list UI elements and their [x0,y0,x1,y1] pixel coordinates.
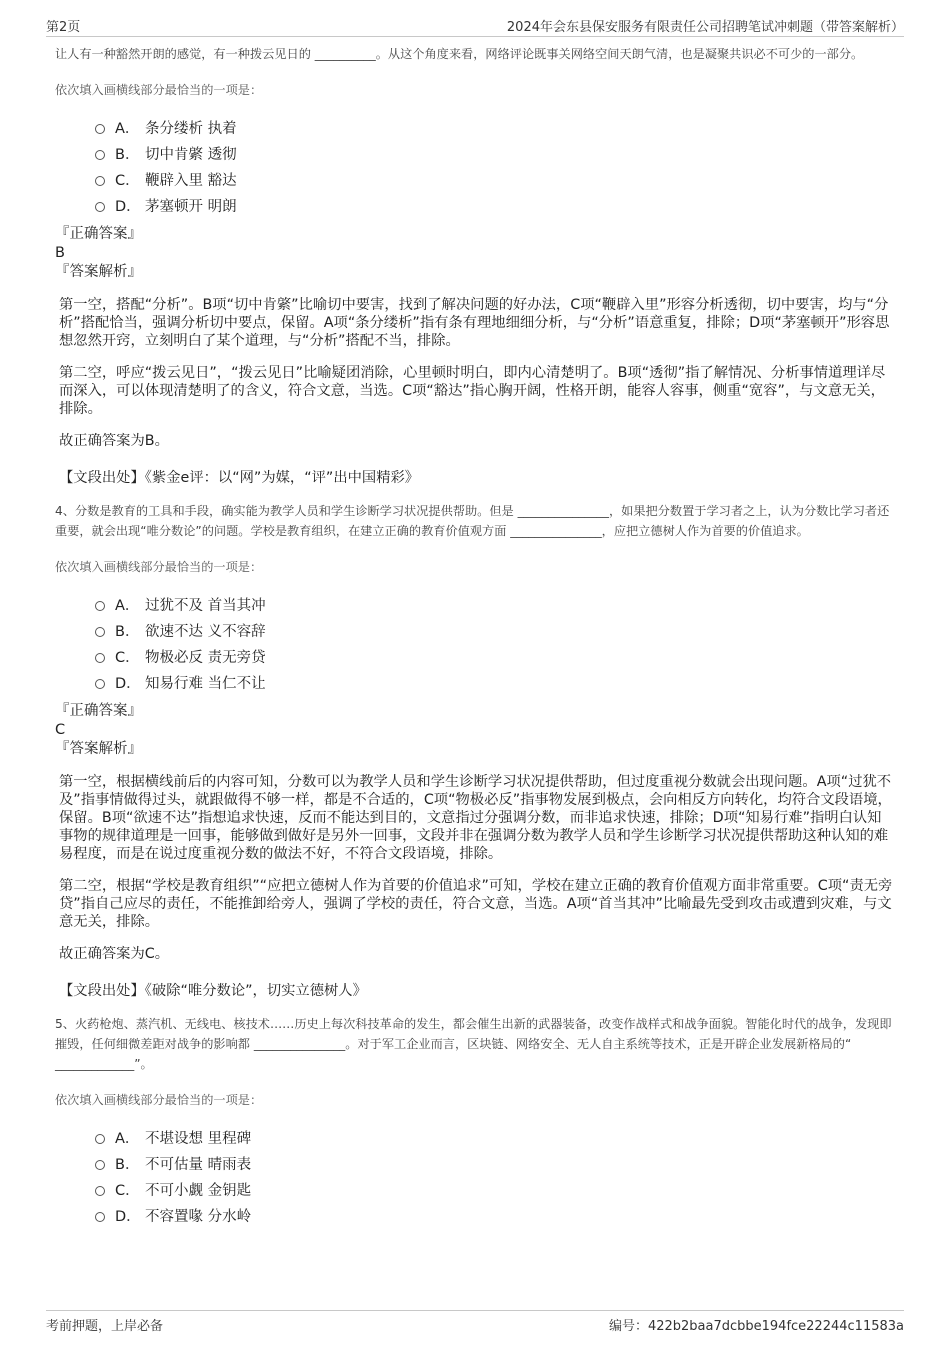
page-header [46,14,904,37]
option-a[interactable] [95,1124,895,1150]
question-instruction: 依次填入画横线部分最恰当的一项是： [55,1093,263,1107]
option-text: 知易行难 当仁不让 [145,675,266,692]
correct-answer: B [55,245,65,261]
option-b[interactable] [95,1150,895,1176]
option-c[interactable] [95,166,895,192]
option-letter: B． [115,146,140,163]
radio-icon[interactable] [95,124,105,134]
radio-icon[interactable] [95,1212,105,1222]
correct-answer: C [55,722,66,738]
question-5-block [55,1014,895,1228]
option-list [95,591,895,695]
source-citation: 【文段出处】《破除“唯分数论”，切实立德树人》 [59,983,367,999]
option-d[interactable] [95,669,895,695]
option-letter: D． [115,675,141,692]
option-text: 茅塞顿开 明朗 [145,198,237,215]
page-content [55,44,895,1228]
radio-icon[interactable] [95,1160,105,1170]
option-letter: D． [115,198,141,215]
analysis-paragraph: 第二空，根据“学校是教育组织”“应把立德树人作为首要的价值追求”可知，学校在建立正确的教育价值观方面非常重要。C项“责无旁贷”指自己应尽的责任，不能推卸给旁人，强调了学校的责任，符合文意，当选。A项“首当其冲”比喻最先受到攻击或遭到灾难，与文意无关，排除。 [59,878,893,930]
source-citation: 【文段出处】《紫金e评：以“网”为媒，“评”出中国精彩》 [59,470,420,486]
option-letter: A． [115,1130,140,1147]
radio-icon[interactable] [95,601,105,611]
question-instruction: 依次填入画横线部分最恰当的一项是： [55,560,263,574]
option-a[interactable] [95,114,895,140]
option-b[interactable] [95,140,895,166]
question-text: 让人有一种豁然开朗的感觉，有一种拨云见日的 __________。从这个角度来看，网络评论既事关网络空间天朗气清，也是凝聚共识必不可少的一部分。 [55,47,864,61]
option-letter: A． [115,120,140,137]
question-4-block [55,501,895,1000]
option-text: 不容置喙 分水岭 [145,1208,252,1225]
option-letter: C． [115,649,140,666]
option-c[interactable] [95,643,895,669]
option-text: 不堪设想 里程碑 [145,1130,252,1147]
option-text: 不可估量 晴雨表 [145,1156,252,1173]
radio-icon[interactable] [95,653,105,663]
option-c[interactable] [95,1176,895,1202]
radio-icon[interactable] [95,150,105,160]
option-letter: B． [115,1156,140,1173]
option-text: 不可小觑 金钥匙 [145,1182,252,1199]
option-a[interactable] [95,591,895,617]
option-text: 条分缕析 执着 [145,120,237,137]
question-text: 5、火药枪炮、蒸汽机、无线电、核技术……历史上每次科技革命的发生，都会催生出新的武器装备，改变作战样式和战争面貌。智能化时代的战争，发现即摧毁，任何细微差距对战争的影响都 _______________。对于军工企业而言，区块链、网络安全、无人自主系统等技术，正是开辟企业发展新格局的“ _____________”。 [55,1017,892,1071]
question-instruction: 依次填入画横线部分最恰当的一项是： [55,83,263,97]
radio-icon[interactable] [95,679,105,689]
document-id: 编号：422b2baa7dcbbe194fce22244c11583a [608,1319,904,1334]
correct-answer-label: 『正确答案』 [55,226,142,242]
analysis-paragraph: 第二空，呼应“拨云见日”，“拨云见日”比喻疑团消除，心里顿时明白，即内心清楚明了。B项“透彻”指了解情况、分析事情道理详尽而深入，可以体现清楚明了的含义，符合文意，当选。C项“豁达”指心胸开阔，性格开朗，能容人容事，侧重“宽容”，与文意无关，排除。 [59,365,886,417]
option-b[interactable] [95,617,895,643]
page-footer [46,1310,904,1335]
option-d[interactable] [95,192,895,218]
option-text: 欲速不达 义不容辞 [145,623,266,640]
radio-icon[interactable] [95,1186,105,1196]
radio-icon[interactable] [95,627,105,637]
option-list [95,114,895,218]
option-letter: C． [115,172,140,189]
radio-icon[interactable] [95,202,105,212]
radio-icon[interactable] [95,176,105,186]
option-letter: B． [115,623,140,640]
option-text: 物极必反 责无旁贷 [145,649,266,666]
analysis-paragraph: 第一空，搭配“分析”。B项“切中肯綮”比喻切中要害，找到了解决问题的好办法，C项“鞭辟入里”形容分析透彻，切中要害，均与“分析”搭配恰当，强调分析切中要点，保留。A项“条分缕析”指有条有理地细细分析，与“分析”语意重复，排除；D项“茅塞顿开”形容思想忽然开窍，立刻明白了某个道理，与“分析”搭配不当，排除。 [59,297,890,349]
option-text: 鞭辟入里 豁达 [145,172,237,189]
question-text: 4、分数是教育的工具和手段，确实能为教学人员和学生诊断学习状况提供帮助。但是 _______________，如果把分数置于学习者之上，认为分数比学习者还重要，就会出现“唯分数论”的问题。学校是教育组织，在建立正确的教育价值观方面 _______________，应把立德树人作为首要的价值追求。 [55,504,890,538]
option-letter: A． [115,597,140,614]
analysis-label: 『答案解析』 [55,741,142,757]
option-letter: D． [115,1208,141,1225]
correct-answer-label: 『正确答案』 [55,703,142,719]
option-letter: C． [115,1182,140,1199]
analysis-paragraph: 第一空，根据横线前后的内容可知，分数可以为教学人员和学生诊断学习状况提供帮助，但过度重视分数就会出现问题。A项“过犹不及”指事情做得过头，就跟做得不够一样，都是不合适的，C项“物极必反”指事物发展到极点，会向相反方向转化，均符合文段语境，保留。B项“欲速不达”指想追求快速，反而不能达到目的，文意指过分强调分数，而非追求快速，排除；D项“知易行难”指明白认知事物的规律道理是一回事，能够做到做好是另外一回事，文段并非在强调分数为教学人员和学生诊断学习状况提供帮助这种认知的难易程度，而是在说过度重视分数的做法不好，不符合文段语境，排除。 [59,774,892,862]
option-text: 切中肯綮 透彻 [145,146,237,163]
option-text: 过犹不及 首当其冲 [145,597,266,614]
footer-slogan: 考前押题，上岸必备 [46,1319,164,1334]
option-list [95,1124,895,1228]
page-number: 第2页 [46,20,81,35]
option-d[interactable] [95,1202,895,1228]
document-title: 2024年会东县保安服务有限责任公司招聘笔试冲刺题（带答案解析） [506,20,904,35]
question-3-block [55,44,895,487]
analysis-conclusion: 故正确答案为C。 [59,946,170,962]
analysis-conclusion: 故正确答案为B。 [59,433,169,449]
radio-icon[interactable] [95,1134,105,1144]
analysis-label: 『答案解析』 [55,264,142,280]
